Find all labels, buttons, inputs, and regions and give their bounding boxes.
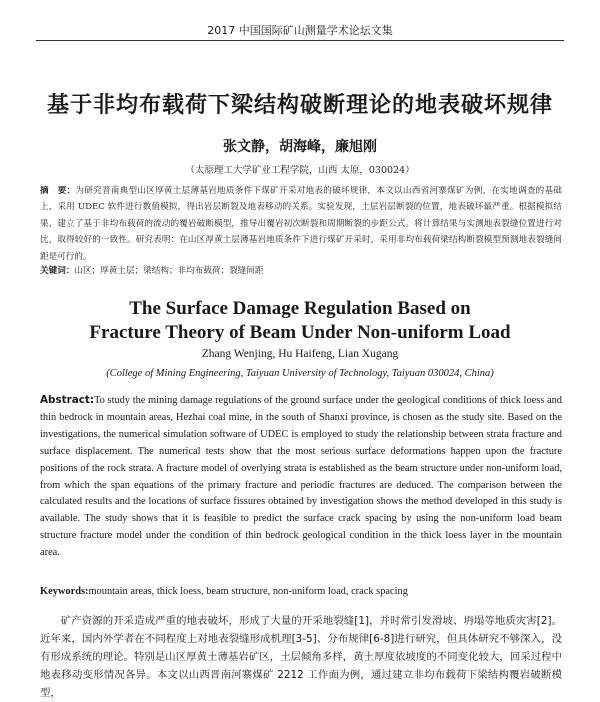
chinese-abstract-label: 摘 要： <box>40 186 76 196</box>
chinese-authors: 张文静，胡海峰，廉旭刚 <box>223 139 377 155</box>
running-header: 2017 中国国际矿山测量学术论坛文集 <box>207 24 393 37</box>
header-divider <box>36 40 564 41</box>
english-keywords-label: Keywords: <box>40 586 89 597</box>
english-affiliation: (College of Mining Engineering, Taiyuan University of Technology, Taiyuan 030024, China) <box>106 368 494 379</box>
english-keywords-text: mountain areas, thick loess, beam structure, non-uniform load, crack spacing <box>88 586 408 597</box>
english-abstract-label: Abstract: <box>40 394 95 406</box>
chinese-keywords-text: 山区；厚黄土层；梁结构；非均布载荷；裂缝间距 <box>74 266 264 276</box>
english-authors: Zhang Wenjing, Hu Haifeng, Lian Xugang <box>201 348 399 360</box>
chinese-keywords <box>40 264 562 278</box>
chinese-abstract <box>40 183 562 265</box>
body-paragraph: 矿产资源的开采造成严重的地表破坏，形成了大量的开采地裂缝[1]，并时常引发滑坡、坍塌等地质灾害[2]。近年来，国内外学者在不同程度上对地表裂缝形成机理[3-5]、分布规律[6-8]进行研究，但具体研究不够深入，没有形成系统的理论。特别是山区厚黄土薄基岩矿区，土层倾角多样，黄土厚度依坡度的不同变化较大，回采过程中地表移动变形情况各异。本文以山西晋南河寨煤矿 2212 工作面为例，通过建立非均布载荷下梁结构覆岩破断模型， <box>40 615 562 699</box>
english-abstract-text: To study the mining damage regulations of the ground surface under the geological conditions of thick loess and thin bedrock in mountain areas, Hezhai coal mine, in the south of Shanxi province, is chosen as the study site. Based on the investigations, the numerical simulation software of UDEC is employed to study the relationship between strata fracture and surface displacement. The numerical tests show that the most serious surface deformations happen upon the fracture positions of the rock strata. A fracture model of overlying strata is established as the beam structure under non-uniform load, from which the span equations of the primary fracture and periodic fractures are deduced. The comparison between the calculated results and the locations of surface fissures obtained by investigation shows the method developed in this study is available. The study shows that it is feasible to predict the surface crack spacing by using the non-uniform load beam structure fracture model under the condition of thin bedrock geological condition in the thick loess layer in the mountain area. <box>40 395 562 559</box>
english-keywords <box>40 584 562 600</box>
chinese-title: 基于非均布载荷下梁结构破断理论的地表破坏规律 <box>46 93 553 118</box>
english-abstract <box>40 392 562 562</box>
english-title-line-1: The Surface Damage Regulation Based on <box>129 298 471 319</box>
chinese-affiliation: （太原理工大学矿业工程学院，山西 太原，030024） <box>185 165 415 176</box>
english-title-line-2: Fracture Theory of Beam Under Non-uniform Load <box>89 322 511 343</box>
chinese-keywords-label: 关键词： <box>40 266 75 276</box>
chinese-abstract-text: 为研究晋南典型山区厚黄土层薄基岩地质条件下煤矿开采对地表的破坏规律，本文以山西省河寨煤矿为例，在实地调查的基础上，采用 UDEC 软件进行数值模拟，得出岩层断裂及地表移动的关系。实验发现，土层岩层断裂的位置，地表破坏最严重。根据模拟结果，建立了基于非均布载荷的流动的覆岩破断模型，推导出覆岩初次断裂和周期断裂的步距公式。将计算结果与实测地表裂缝位置进行对比，取得较好的一致性。研究表明：在山区厚黄土层薄基岩地质条件下进行煤矿开采时，采用非均布载荷梁结构断裂模型预测地表裂缝间距是可行的。 <box>40 186 562 262</box>
